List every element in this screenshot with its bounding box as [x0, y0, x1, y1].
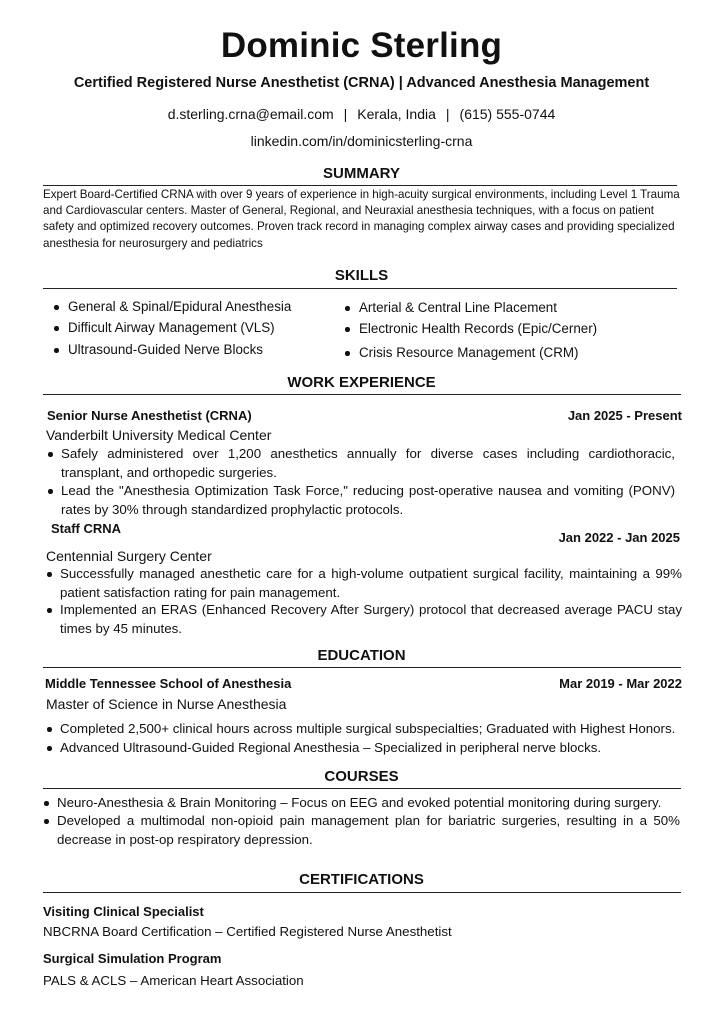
section-title-skills: SKILLS	[334, 267, 389, 284]
section-title-experience: WORK EXPERIENCE	[287, 374, 436, 391]
job-dates: Jan 2025 - Present	[567, 408, 682, 423]
employer: Centennial Surgery Center	[46, 548, 212, 564]
contact-line	[0, 104, 723, 124]
job-dates: Jan 2022 - Jan 2025	[558, 530, 680, 545]
job-bullet: Implemented an ERAS (Enhanced Recovery After Surgery) protocol that decreased average PACU stay times by 45 minutes.	[60, 601, 682, 638]
section-title-summary: SUMMARY	[323, 165, 400, 182]
candidate-name: Dominic Sterling	[220, 26, 503, 65]
section-divider	[43, 288, 677, 289]
linkedin-link[interactable]: linkedin.com/in/dominicsterling-crna	[250, 133, 473, 149]
contact-separator: |	[445, 106, 450, 122]
job-bullet: Safely administered over 1,200 anesthetics annually for diverse cases including cardiothoracic, transplant, and orthopedic surgeries.	[61, 445, 675, 482]
certification-name: Surgical Simulation Program	[43, 951, 222, 966]
employer: Vanderbilt University Medical Center	[46, 427, 272, 443]
certification-name: Visiting Clinical Specialist	[43, 904, 204, 919]
phone: (615) 555-0744	[459, 106, 556, 122]
job-title: Staff CRNA	[51, 521, 122, 536]
skill-item: Ultrasound-Guided Nerve Blocks	[68, 342, 263, 357]
section-divider	[43, 667, 681, 668]
section-divider	[43, 788, 681, 789]
job-bullet: Lead the "Anesthesia Optimization Task Force," reducing post-operative nausea and vomiting (PONV) rates by 30% through standardized prophylactic protocols.	[61, 482, 675, 519]
location: Kerala, India	[357, 106, 436, 122]
section-divider	[43, 185, 677, 186]
skill-item: Difficult Airway Management (VLS)	[68, 320, 275, 335]
summary-text: Expert Board-Certified CRNA with over 9 years of experience in high-acuity surgical environments, including Level 1 Trauma and Cardiovascular centers. Master of General, Regional, and Neuraxial anesthesia techniques, with a focus on patient safety and optimized recovery outcomes. Proven track record in managing complex airway cases and providing specialized anesthesia for neurosurgery and pediatrics	[43, 188, 680, 250]
contact-separator: |	[343, 106, 348, 122]
skill-item: Electronic Health Records (Epic/Cerner)	[359, 321, 598, 336]
headline: Certified Registered Nurse Anesthetist (CRNA) | Advanced Anesthesia Management	[73, 75, 650, 91]
section-title-certifications: CERTIFICATIONS	[299, 871, 424, 888]
education-dates: Mar 2019 - Mar 2022	[559, 676, 682, 691]
job-bullet: Successfully managed anesthetic care for a high-volume outpatient surgical facility, maintaining a 99% patient satisfaction rating for pain management.	[60, 565, 682, 602]
degree: Master of Science in Nurse Anesthesia	[46, 696, 287, 712]
school-name: Middle Tennessee School of Anesthesia	[45, 676, 292, 691]
section-divider	[43, 892, 681, 893]
course-bullet: Neuro-Anesthesia & Brain Monitoring – Focus on EEG and evoked potential monitoring during surgery.	[57, 794, 682, 813]
email-link[interactable]: d.sterling.crna@email.com	[167, 106, 334, 122]
certification-detail: NBCRNA Board Certification – Certified Registered Nurse Anesthetist	[43, 924, 452, 939]
section-title-courses: COURSES	[324, 768, 399, 785]
skill-item: Crisis Resource Management (CRM)	[359, 345, 579, 360]
certification-detail: PALS & ACLS – American Heart Association	[43, 973, 304, 988]
skill-item: General & Spinal/Epidural Anesthesia	[68, 299, 292, 314]
skill-item: Arterial & Central Line Placement	[359, 300, 557, 315]
education-bullet: Advanced Ultrasound-Guided Regional Anesthesia – Specialized in peripheral nerve blocks.	[60, 739, 690, 758]
section-title-education: EDUCATION	[317, 647, 406, 664]
course-bullet: Developed a multimodal non-opioid pain management plan for bariatric surgeries, resulting in a 50% decrease in post-op respiratory depression.	[57, 812, 680, 849]
job-title: Senior Nurse Anesthetist (CRNA)	[47, 408, 252, 423]
section-divider	[43, 394, 681, 395]
education-bullet: Completed 2,500+ clinical hours across multiple surgical subspecialties; Graduated with Highest Honors.	[60, 720, 690, 739]
